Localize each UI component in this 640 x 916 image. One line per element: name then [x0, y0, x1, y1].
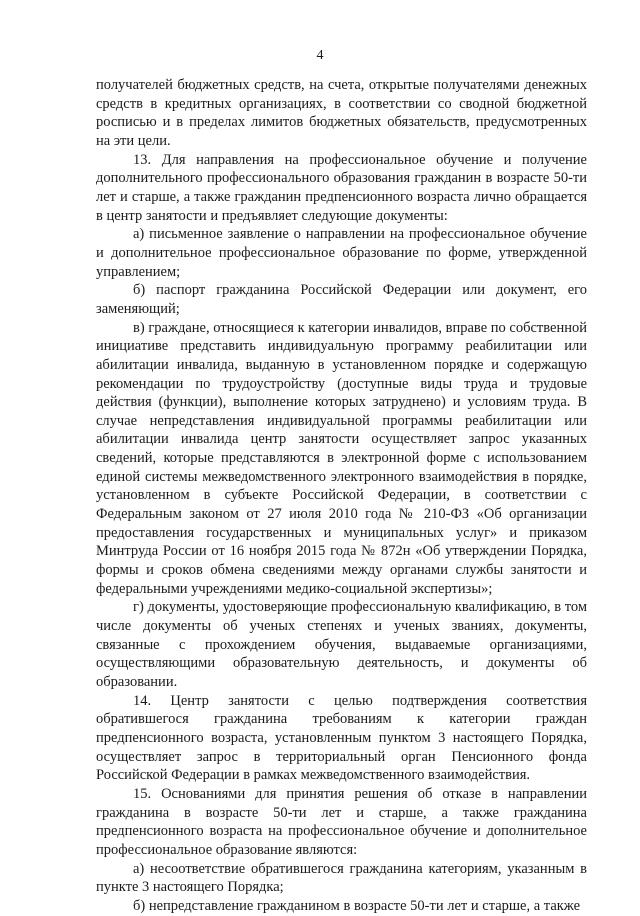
paragraph-15: 15. Основаниями для принятия решения об отказе в направлении гражданина в возрасте 50-ти лет и старше, а также гражданина предпенсионного возраста на профессиональное обучение и дополнительное профессиональное образование являются: — [96, 785, 587, 858]
paragraph-13-b: б) паспорт гражданина Российской Федерации или документ, его заменяющий; — [96, 282, 587, 317]
paragraph-15-b: б) непредставление гражданином в возрасте 50-ти лет и старше, а также — [133, 897, 581, 914]
paragraph-13: 13. Для направления на профессиональное обучение и получение дополнительного профессионального образования гражданин в возрасте 50-ти лет и старше, а также гражданин предпенсионного возраста лично обращается в центр занятости и предъявляет следующие документы: — [96, 151, 587, 224]
page-number: 4 — [316, 48, 324, 63]
paragraph-continuation: получателей бюджетных средств, на счета, открытые получателями денежных средств в кредитных организациях, в соответствии со сводной бюджетной росписью и в пределах лимитов бюджетных обязательств, предусмотренных на эти цели. — [96, 77, 587, 149]
paragraph-15-a: а) несоответствие обратившегося гражданина категориям, указанным в пункте 3 настоящего Порядка; — [96, 860, 587, 896]
paragraph-13-v: в) граждане, относящиеся к категории инвалидов, вправе по собственной инициативе представить индивидуальную программу реабилитации или абилитации инвалида, выданную в установленном порядке и содержащую рекомендации по трудоустройству (доступные виды труда и трудовые действия (функции), выполнение которых затруднено) и условиям труда. В случае непредставления индивидуальной программы реабилитации или абилитации инвалида центр занятости осуществляет запрос указанных сведений, которые представляются в электронной форме с использованием единой системы межведомственного электронного взаимодействия в порядке, установленном в субъекте Российской Федерации, в соответствии с Федеральным законом от 27 июля 2010 года № 210-ФЗ «Об организации предоставления государственных и муниципальных услуг» и приказом Минтруда России от 16 ноября 2015 года № 872н «Об утверждении Порядка, формы и сроков обмена сведениями между органами службы занятости и федеральными учреждениями медико-социальной экспертизы»; — [96, 319, 587, 597]
paragraph-13-g: г) документы, удостоверяющие профессиональную квалификацию, в том числе документы об ученых степенях и ученых званиях, документы, связанные с прохождением обучения, выдаваемые организациями, осуществляющими образовательную деятельность, и документы об образовании. — [96, 599, 587, 690]
document-body — [96, 76, 587, 916]
paragraph-13-a: а) письменное заявление о направлении на профессиональное обучение и дополнительное профессиональное образование по форме, утвержденной управлением; — [96, 226, 587, 280]
paragraph-14: 14. Центр занятости с целью подтверждения соответствия обратившегося гражданина требованиям к категории граждан предпенсионного возраста, установленным пунктом 3 настоящего Порядка, осуществляет запрос в территориальный орган Пенсионного фонда Российской Федерации в рамках межведомственного взаимодействия. — [96, 692, 587, 784]
